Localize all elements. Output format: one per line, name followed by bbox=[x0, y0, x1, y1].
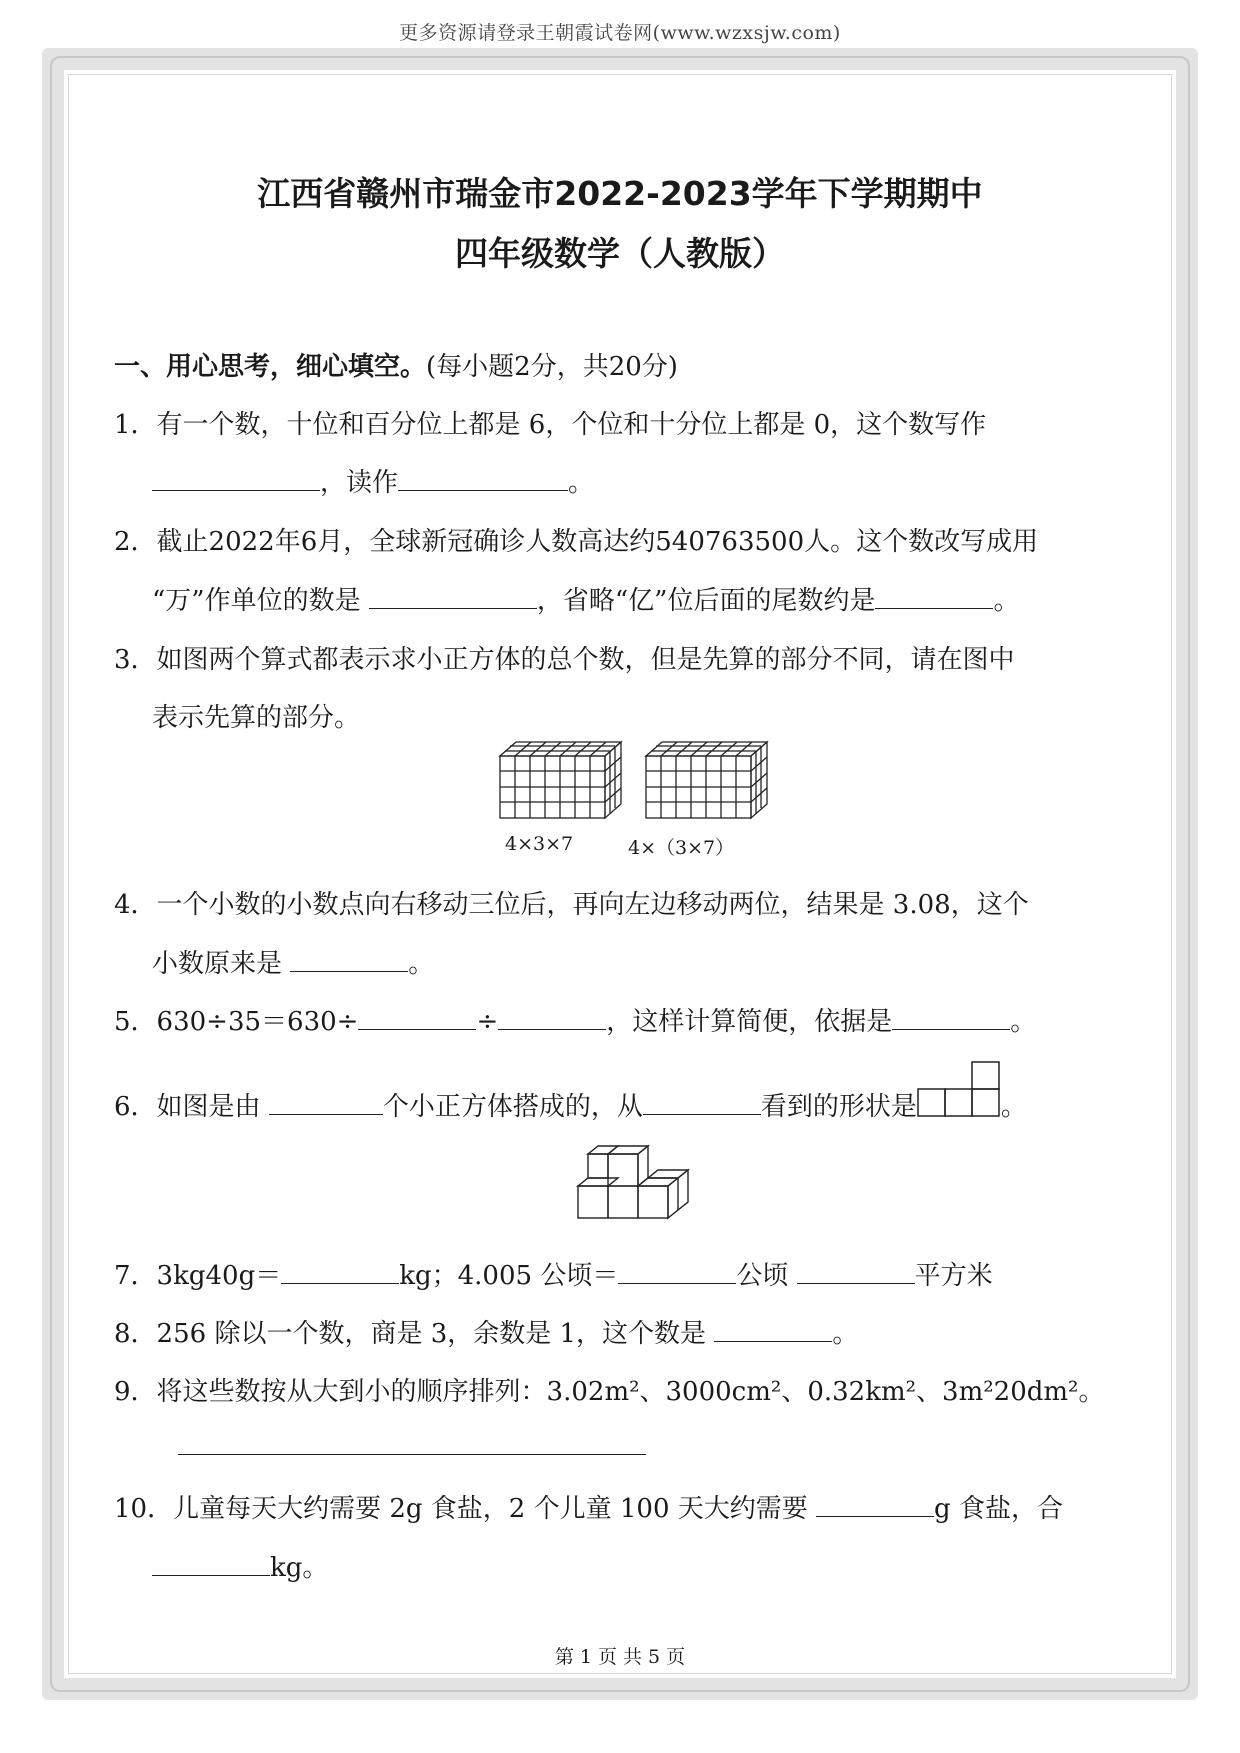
question-text: ，读作 bbox=[320, 468, 399, 498]
exam-title: 江西省赣州市瑞金市2022-2023学年下学期期中 bbox=[257, 174, 983, 213]
answer-blank[interactable] bbox=[358, 1007, 476, 1030]
question-text: g 食盐，合 bbox=[934, 1494, 1063, 1524]
answer-blank[interactable] bbox=[498, 1007, 606, 1030]
question-text: 儿童每天大约需要 2g 食盐，2 个儿童 100 天大约需要 bbox=[173, 1494, 817, 1524]
answer-blank[interactable] bbox=[892, 1007, 1010, 1030]
answer-line[interactable] bbox=[178, 1432, 646, 1455]
question-text: ，这样计算简便，依据是 bbox=[606, 1007, 893, 1037]
exam-subtitle: 四年级数学（人教版） bbox=[455, 234, 785, 273]
section-note: (每小题2分，共20分) bbox=[426, 352, 678, 382]
answer-blank[interactable] bbox=[714, 1319, 832, 1342]
question-number: 7． bbox=[114, 1261, 157, 1291]
question-text: 公顷 bbox=[736, 1261, 797, 1291]
question-text: 截止2022年6月，全球新冠确诊人数高达约540763500人。这个数改写成用 bbox=[156, 527, 1039, 557]
question-number: 4． bbox=[114, 890, 157, 920]
answer-blank[interactable] bbox=[398, 468, 568, 491]
question-text: 有一个数，十位和百分位上都是 6，个位和十分位上都是 0，这个数写作 bbox=[156, 410, 987, 440]
question-5 bbox=[114, 1001, 1036, 1038]
figure-caption-right: 4×（3×7） bbox=[628, 837, 735, 859]
question-1 bbox=[114, 404, 986, 441]
question-number: 5． bbox=[114, 1007, 157, 1037]
page-footer: 第 1 页 共 5 页 bbox=[554, 1646, 686, 1668]
answer-blank[interactable] bbox=[643, 1092, 761, 1115]
question-text: 如图是由 bbox=[156, 1092, 269, 1122]
answer-blank[interactable] bbox=[269, 1092, 383, 1115]
question-number: 9． bbox=[114, 1377, 157, 1407]
question-2-cont bbox=[152, 580, 1019, 617]
answer-blank[interactable] bbox=[816, 1494, 934, 1517]
question-text: 看到的形状是 bbox=[760, 1092, 917, 1122]
question-3-cont bbox=[152, 697, 360, 734]
question-3 bbox=[114, 639, 1015, 676]
question-text: ÷ bbox=[476, 1007, 499, 1037]
question-text: 将这些数按从大到小的顺序排列：3.02m²、3000cm²、0.32km²、3m²20dm²。 bbox=[156, 1377, 1105, 1407]
question-text: “万”作单位的数是 bbox=[152, 586, 369, 616]
answer-blank[interactable] bbox=[152, 468, 320, 491]
question-6 bbox=[114, 1086, 1027, 1123]
answer-blank[interactable] bbox=[152, 1553, 270, 1576]
question-9 bbox=[114, 1371, 1104, 1408]
question-text: 。 bbox=[1000, 1092, 1027, 1122]
cube-block-figure-right bbox=[644, 740, 770, 820]
question-number: 2． bbox=[114, 527, 157, 557]
answer-blank[interactable] bbox=[290, 949, 408, 972]
question-4 bbox=[114, 884, 1029, 921]
question-text: 一个小数的小数点向右移动三位后，再向左边移动两位，结果是 3.08，这个 bbox=[156, 890, 1029, 920]
answer-blank[interactable] bbox=[797, 1261, 915, 1284]
figure-caption-left: 4×3×7 bbox=[505, 833, 574, 855]
stacked-cubes-figure bbox=[576, 1144, 694, 1220]
question-8 bbox=[114, 1313, 858, 1350]
question-text: 。 bbox=[1010, 1007, 1037, 1037]
question-text: kg；4.005 公顷＝ bbox=[399, 1261, 619, 1291]
question-number: 6． bbox=[114, 1092, 157, 1122]
question-1-cont bbox=[152, 462, 594, 499]
question-number: 8． bbox=[114, 1319, 157, 1349]
question-10 bbox=[114, 1488, 1063, 1525]
answer-blank[interactable] bbox=[875, 586, 993, 609]
question-7 bbox=[114, 1255, 993, 1292]
question-text: 小数原来是 bbox=[152, 949, 291, 979]
question-number: 1． bbox=[114, 410, 157, 440]
answer-blank[interactable] bbox=[618, 1261, 736, 1284]
question-text: 3kg40g＝ bbox=[156, 1261, 282, 1291]
question-text: 。 bbox=[408, 949, 435, 979]
question-text: 个小正方体搭成的，从 bbox=[382, 1092, 643, 1122]
question-text: 如图两个算式都表示求小正方体的总个数，但是先算的部分不同，请在图中 bbox=[156, 645, 1015, 675]
question-text: 表示先算的部分。 bbox=[152, 703, 361, 733]
question-4-cont bbox=[152, 943, 434, 980]
section-heading bbox=[114, 346, 678, 383]
view-shape-figure bbox=[917, 1091, 1001, 1117]
question-text: 。 bbox=[568, 468, 595, 498]
answer-blank[interactable] bbox=[281, 1261, 399, 1284]
question-number: 10． bbox=[114, 1494, 174, 1524]
answer-blank[interactable] bbox=[369, 586, 537, 609]
question-10-cont bbox=[152, 1547, 328, 1584]
question-text: ，省略“亿”位后面的尾数约是 bbox=[536, 586, 876, 616]
watermark: 更多资源请登录王朝霞试卷网(www.wzxsjw.com) bbox=[399, 22, 841, 44]
question-text: 630÷35＝630÷ bbox=[156, 1007, 359, 1037]
question-text: kg。 bbox=[270, 1553, 329, 1583]
question-2 bbox=[114, 521, 1038, 558]
question-text: 256 除以一个数，商是 3，余数是 1，这个数是 bbox=[156, 1319, 715, 1349]
question-text: 。 bbox=[832, 1319, 859, 1349]
question-number: 3． bbox=[114, 645, 157, 675]
question-text: 。 bbox=[993, 586, 1020, 616]
cube-block-figure-left bbox=[498, 740, 624, 820]
section-heading-text: 一、用心思考，细心填空。 bbox=[114, 352, 427, 382]
question-text: 平方米 bbox=[914, 1261, 993, 1291]
